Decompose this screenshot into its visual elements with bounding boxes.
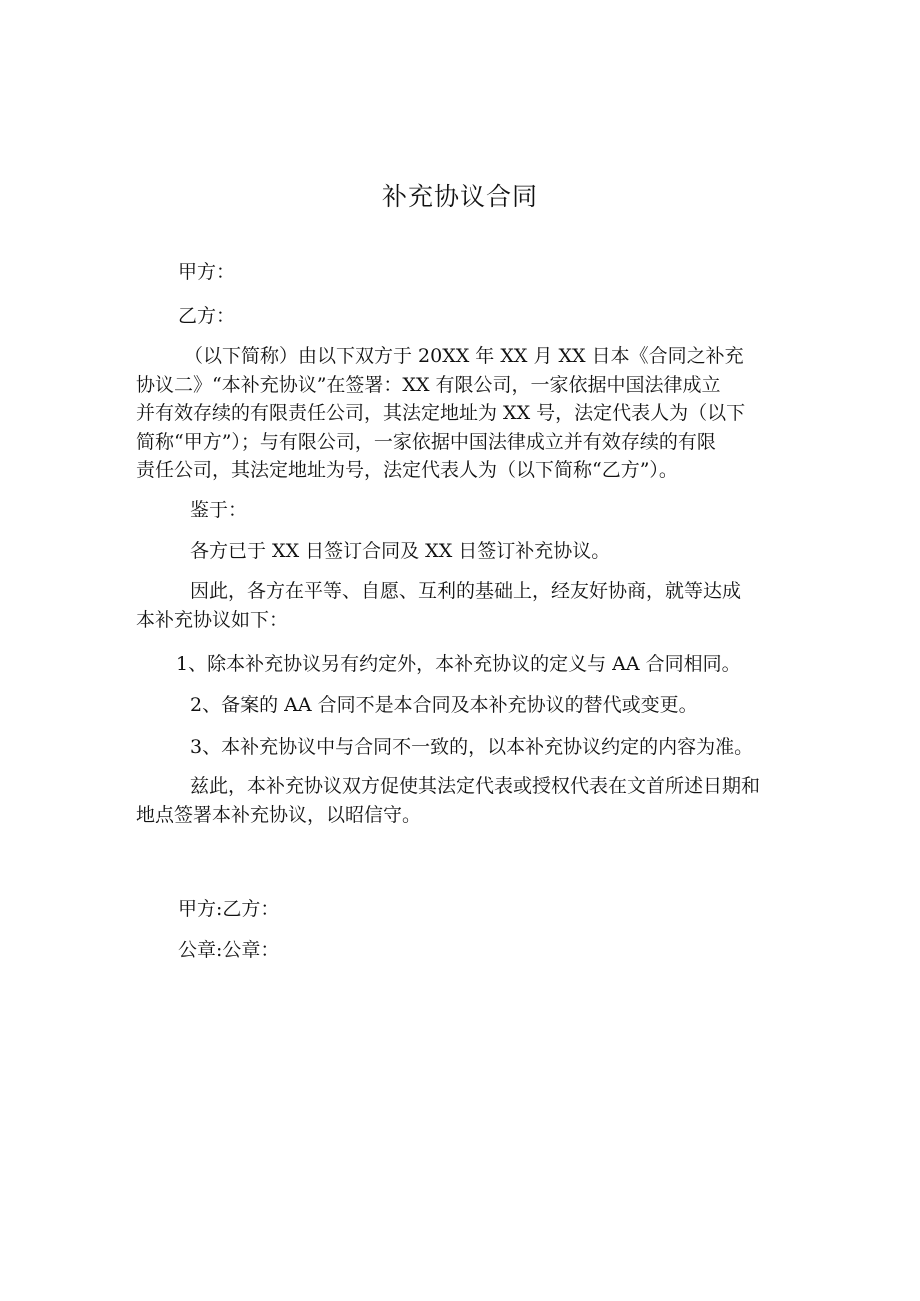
therefore-line: 因此，各方在平等、自愿、互利的基础上，经友好协商，就等达成: [190, 580, 742, 602]
therefore-paragraph: [136, 577, 786, 634]
clause-2: 2、备案的 AA 合同不是本合同及本补充协议的替代或变更。: [190, 694, 698, 716]
facts-paragraph: 各方已于 XX 日签订合同及 XX 日签订补充协议。: [190, 540, 611, 562]
document-title: 补充协议合同: [381, 182, 538, 211]
signature-line: 甲方:乙方：: [178, 898, 280, 920]
whereas-label: 鉴于：: [190, 499, 248, 521]
party-b-label: 乙方：: [178, 305, 236, 327]
witness-paragraph: [136, 772, 786, 829]
intro-paragraph: [136, 342, 786, 485]
witness-line: 兹此，本补充协议双方促使其法定代表或授权代表在文首所述日期和: [190, 775, 761, 797]
intro-line: 协议二》“本补充协议”在签署：XX 有限公司，一家依据中国法律成立: [136, 373, 721, 396]
witness-line: 地点签署本补充协议，以昭信守。: [136, 803, 422, 826]
therefore-line: 本补充协议如下：: [136, 608, 289, 631]
intro-line: 简称“甲方”）；与有限公司，一家依据中国法律成立并有效存续的有限: [136, 430, 716, 453]
clause-1: 1、除本补充协议另有约定外，本补充协议的定义与 AA 合同相同。: [176, 653, 741, 675]
intro-line: 责任公司，其法定地址为号，法定代表人为（以下简称“乙方”）。: [136, 459, 678, 481]
intro-line: （以下简称）由以下双方于 20XX 年 XX 月 XX 日本《合同之补充: [184, 345, 744, 367]
seal-line: 公章:公章：: [178, 939, 280, 961]
intro-line: 并有效存续的有限责任公司，其法定地址为 XX 号，法定代表人为（以下: [136, 402, 746, 424]
clause-3: 3、本补充协议中与合同不一致的，以本补充协议约定的内容为准。: [190, 736, 754, 758]
party-a-label: 甲方：: [178, 261, 236, 283]
